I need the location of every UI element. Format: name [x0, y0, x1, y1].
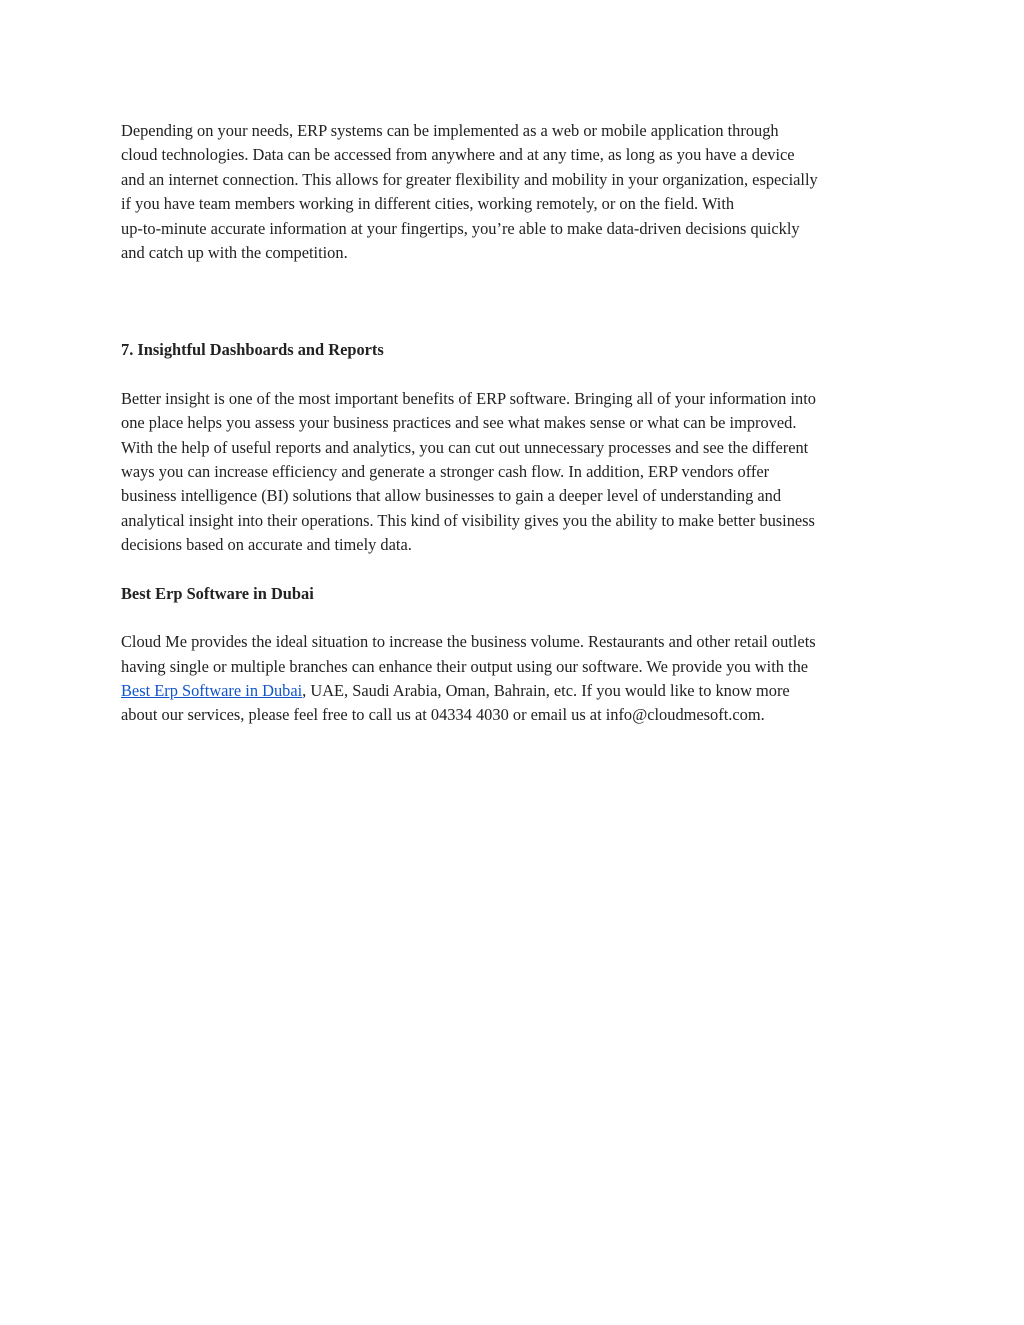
- intro-line: cloud technologies. Data can be accessed from anywhere and at any time, as long as you have a device: [121, 145, 795, 165]
- intro-line: up-to-minute accurate information at your fingertips, you’re able to make data-driven decisions quickly: [121, 218, 800, 238]
- section-heading-dashboards: 7. Insightful Dashboards and Reports: [121, 340, 384, 360]
- dashboards-line: Better insight is one of the most important benefits of ERP software. Bringing all of your information into: [121, 388, 816, 408]
- dashboards-line: one place helps you assess your business practices and see what makes sense or what can be improved.: [121, 413, 797, 433]
- intro-line: Depending on your needs, ERP systems can be implemented as a web or mobile application through: [121, 121, 779, 140]
- dashboards-line: decisions based on accurate and timely data.: [121, 535, 412, 555]
- dashboards-line: business intelligence (BI) solutions that allow businesses to gain a deeper level of understanding and: [121, 486, 782, 506]
- intro-line: and catch up with the competition.: [121, 243, 348, 263]
- dashboards-paragraph: [121, 387, 911, 558]
- dubai-line: having single or multiple branches can enhance their output using our software. We provide you with the: [121, 656, 809, 676]
- intro-paragraph: [121, 119, 911, 265]
- dubai-line: Cloud Me provides the ideal situation to increase the business volume. Restaurants and other retail outlets: [121, 632, 816, 652]
- dashboards-line: ways you can increase efficiency and generate a stronger cash flow. In addition, ERP vendors offer: [121, 462, 770, 482]
- dubai-line: about our services, please feel free to call us at 04334 4030 or email us at info@cloudmesoft.com.: [121, 705, 765, 725]
- document-body: [121, 119, 911, 728]
- dashboards-line: With the help of useful reports and analytics, you can cut out unnecessary processes and see the different: [121, 437, 809, 457]
- intro-line: if you have team members working in different cities, working remotely, or on the field. With: [121, 194, 735, 214]
- dubai-line: , UAE, Saudi Arabia, Oman, Bahrain, etc. If you would like to know more: [302, 680, 790, 700]
- dashboards-line: analytical insight into their operations. This kind of visibility gives you the ability to make better business: [121, 510, 815, 530]
- dubai-paragraph: [121, 630, 911, 728]
- best-erp-software-link[interactable]: Best Erp Software in Dubai: [121, 680, 303, 700]
- section-heading-dubai: Best Erp Software in Dubai: [121, 583, 314, 603]
- intro-line: and an internet connection. This allows for greater flexibility and mobility in your organization, especially: [121, 169, 818, 189]
